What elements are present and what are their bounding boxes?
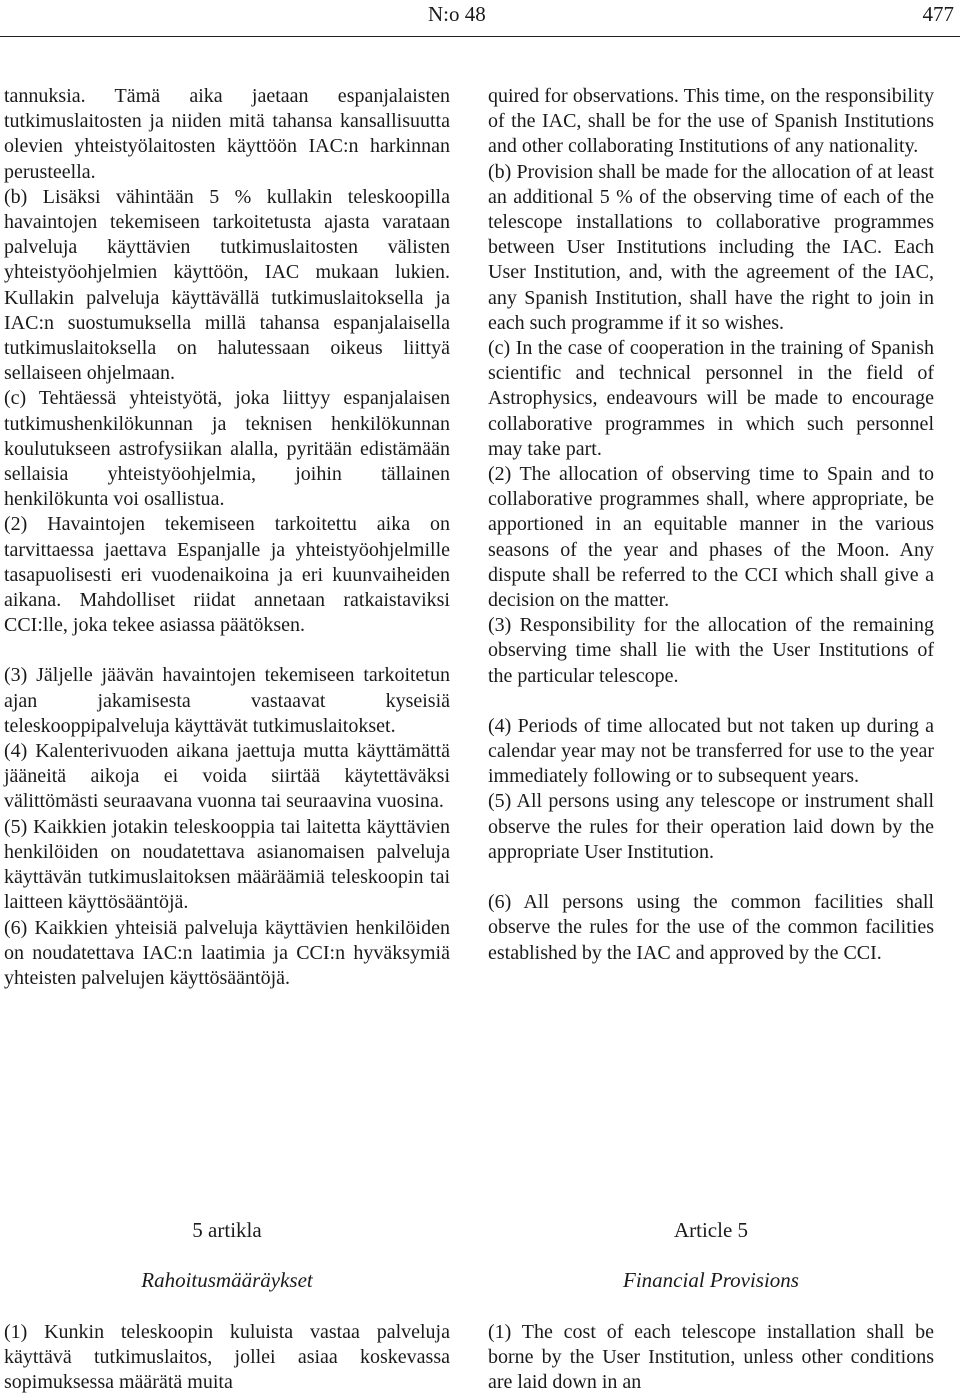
fi-paragraph-c: (c) Tehtäessä yhteistyötä, joka liittyy espanjalaisen tutkimushenkilökunnan ja teknisen henkilökunnan koulutukseen astrofysiikan alalla, pyritään edistämään sellaisia yhteistyöohjelmia, joihin tällainen henkilökunta voi osallistua.: [4, 387, 450, 511]
fi-paragraph-5: (5) Kaikkien jotakin teleskooppia tai laitetta käyttävien henkilöiden on noudatettava asianomaisen palveluja käyttävän tutkimuslaitoksen määräämiä teleskoopin tai laitteen käyttösääntöjä.: [4, 815, 450, 914]
en-paragraph-c: (c) In the case of cooperation in the training of Spanish scientific and technical personnel in the field of Astrophysics, endeavours will be made to encourage collaborative programmes in which such personnel may take part.: [488, 337, 934, 460]
fi-article5-paragraph-1: (1) Kunkin teleskoopin kuluista vastaa palveluja käyttävä tutkimuslaitos, jollei asiaa koskevassa sopimuksessa määrätä muita: [4, 1321, 450, 1394]
fi-paragraph-2: (2) Havaintojen tekemiseen tarkoitettu aika on tarvittaessa jaettava Espanjalle ja yhteistyöohjelmille tasapuolisesti eri vuodenaikoina ja eri kuunvaiheiden aikana. Mahdolliset riidat annetaan ratkaistaviksi CCI:lle, joka tekee asiassa päätöksen.: [4, 513, 450, 637]
en-article-number: Article 5: [673, 1218, 749, 1242]
en-paragraph-4: (4) Periods of time allocated but not taken up during a calendar year may not be transferred for use to the year immediately following or to subsequent years.: [488, 714, 934, 788]
fi-paragraph-3: (3) Jäljelle jäävän havaintojen tekemiseen tarkoitetun ajan jakamisesta vastaavat kyseisiä teleskooppipalveluja käyttävät tutkimuslaitokset.: [4, 664, 450, 737]
en-paragraph-2: (2) The allocation of observing time to Spain and to collaborative programmes shall, where appropriate, be apportioned in an equitable manner in the various seasons of the year and phases of the Moon. Any dispute shall be referred to the CCI which shall give a decision on the matter.: [488, 463, 934, 612]
en-paragraph-b: (b) Provision shall be made for the allocation of at least an additional 5 % of the observing time of each of the telescope installations to collaborative programmes between User Institutions including the IAC. Each User Institution, and, with the agreement of the IAC, any Spanish Institution, shall have the right to join in each such programme if it so wishes.: [488, 160, 934, 334]
page-number: 477: [922, 2, 954, 26]
fi-article-number: 5 artikla: [192, 1218, 262, 1242]
fi-paragraph-6: (6) Kaikkien yhteisiä palveluja käyttävien henkilöiden on noudatettava IAC:n laatimia ja CCI:n hyväksymiä yhteisten palvelujen käyttösääntöjä.: [4, 916, 450, 989]
spacer: [4, 638, 450, 663]
en-article5-paragraph-1: (1) The cost of each telescope installation shall be borne by the User Institution, unless other conditions are laid down in an: [488, 1321, 934, 1394]
english-column: [488, 84, 934, 966]
fi-paragraph-a-cont: tannuksia. Tämä aika jaetaan espanjalaisten tutkimuslaitosten ja niiden mitä tahansa kansallisuutta olevien yhteistyölaitosten käyttöön IAC:n harkinnan perusteella.: [4, 85, 450, 183]
en-paragraph-5: (5) All persons using any telescope or instrument shall observe the rules for their operation laid down by the appropriate User Institution.: [488, 790, 934, 863]
header-rule: [0, 36, 960, 37]
en-paragraph-a-cont: quired for observations. This time, on the responsibility of the IAC, shall be for the use of Spanish Institutions and other collaborating Institutions of any nationality.: [488, 85, 934, 158]
journal-number: N:o 48: [428, 2, 486, 26]
finnish-column: [4, 84, 450, 991]
fi-paragraph-4: (4) Kalenterivuoden aikana jaettuja mutta käyttämättä jääneitä aikoja ei voida siirtää käytettäväksi välittömästi seuraavana vuonna tai seuraavina vuosina.: [4, 740, 450, 813]
en-paragraph-6: (6) All persons using the common facilities shall observe the rules for the use of the common facilities established by the IAC and approved by the CCI.: [488, 891, 934, 964]
fi-paragraph-b: (b) Lisäksi vähintään 5 % kullakin teleskoopilla havaintojen tekemiseen tarkoitetusta ajasta varataan palveluja käyttävien tutkimuslaitosten välisten yhteistyöohjelmien käyttöön, IAC mukaan lukien. Kullakin palveluja käyttävällä tutkimuslaitoksella ja IAC:n suostumuksella millä tahansa espanjalaisella tutkimuslaitoksella on halutessaan oikeus liittyä sellaiseen ohjelmaan.: [4, 185, 450, 385]
spacer: [488, 865, 934, 890]
spacer: [488, 689, 934, 714]
page-header: [0, 0, 960, 34]
en-article-title: Financial Provisions: [623, 1268, 799, 1292]
fi-article-title: Rahoitusmääräykset: [141, 1268, 313, 1292]
en-paragraph-3: (3) Responsibility for the allocation of the remaining observing time shall lie with the User Institutions of the particular telescope.: [488, 614, 934, 687]
